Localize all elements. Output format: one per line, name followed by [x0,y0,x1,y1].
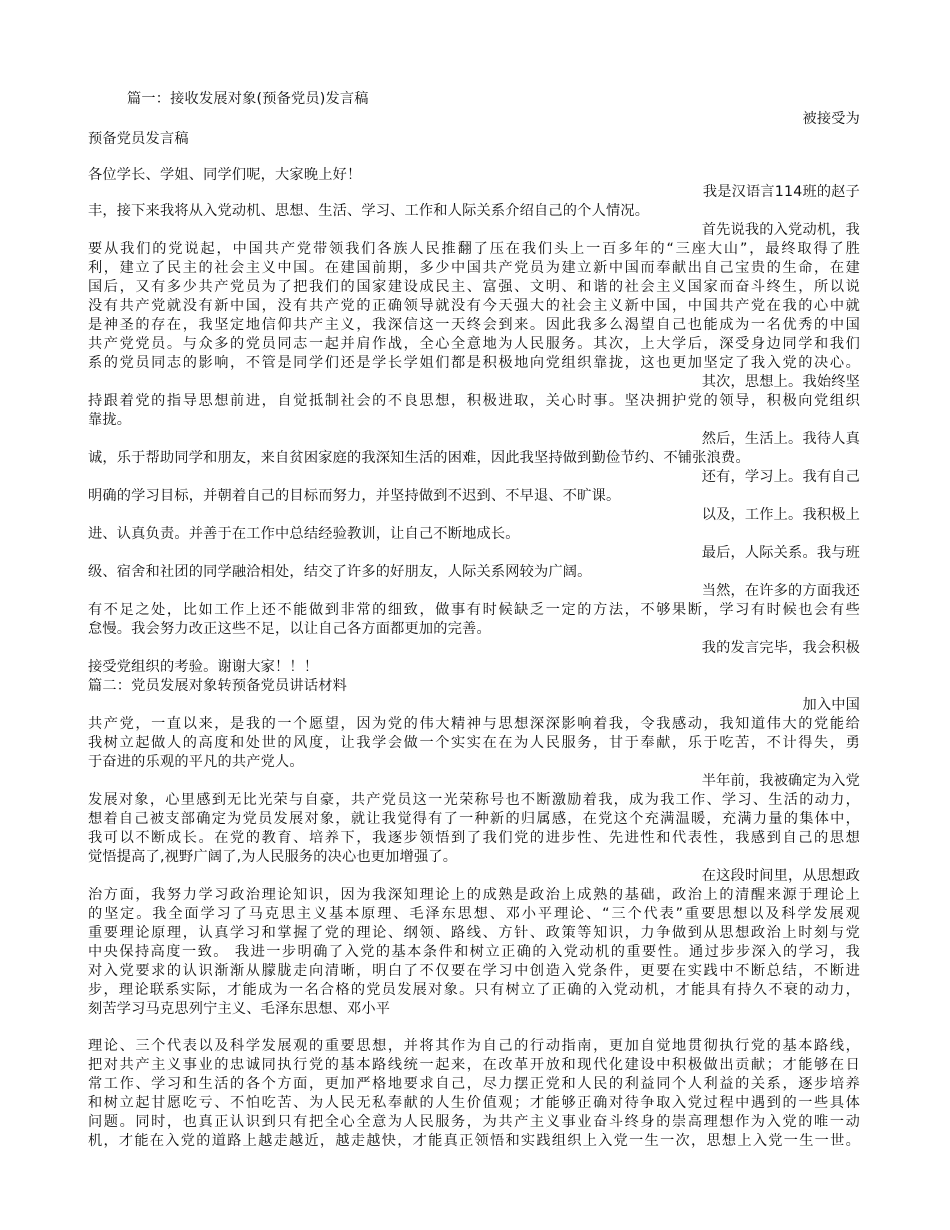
text-line: 靠拢。 [88,412,132,428]
text-line: 我可以不断成长。在党的教育、培养下，我逐步领悟到了我们党的进步性、先进性和代表性，我感到自己的思想 [88,830,860,846]
text-line: 当然，在许多的方面我还 [701,583,860,599]
text-line: 理论、三个代表以及科学发展观的重要思想，并将其作为自己的行动指南，更加自觉地贯彻执行党的基本路线， [88,1038,860,1054]
text-line: 加入中国 [802,697,860,713]
text-line: 于奋进的乐观的平凡的共产党人。 [88,754,304,770]
text-line: 国后，又有多少共产党员为了把我们的国家建设成民主、富强、文明、和谐的社会主义国家而奋斗终生，所以说 [88,279,860,295]
text-line: 问题。同时，也真正认识到只有把全心全意为人民服务，为共产主义事业奋斗终身的崇高理想作为入党的唯一动 [88,1114,860,1130]
text-line: 觉悟提高了,视野广阔了,为人民服务的决心也更加增强了。 [88,849,458,865]
text-line: 篇二：党员发展对象转预备党员讲话材料 [88,678,347,694]
text-line: 还有，学习上。我有自己 [701,469,860,485]
text-line: 篇一：接收发展对象(预备党员)发言稿 [127,91,369,107]
text-line: 共产党党员。与众多的党员同志一起并肩作战，全心全意地为人民服务。其次，上大学后，深受身边同学和我们 [88,336,860,352]
text-line: 怠慢。我会努力改正这些不足，以让自己各方面都更加的完善。 [88,621,491,637]
text-line: 是神圣的存在，我坚定地信仰共产主义，我深信这一天终会到来。因此我多么渴望自己也能成为一名优秀的中国 [88,317,860,333]
text-line: 对入党要求的认识渐渐从朦胧走向清晰，明白了不仅要在学习中创造入党条件，更要在实践中不断总结，不断进 [88,963,860,979]
text-line: 在这段时间里，从思想政 [701,868,860,884]
text-line: 想着自己被支部确定为党员发展对象，就让我觉得有了一种新的归属感，在党这个充满温暖，充满力量的集体中， [88,811,860,827]
text-line: 机，才能在入党的道路上越走越近，越走越快，才能真正领悟和实践组织上入党一生一次，思想上入党一生一世。 [88,1133,860,1149]
text-line: 重要理论原理，认真学习和掌握了党的理论、纲领、路线、方针、政策等知识，力争做到从思想政治上时刻与党 [88,925,860,941]
text-line: 预备党员发言稿 [88,131,189,147]
text-line: 治方面，我努力学习政治理论知识，因为我深知理论上的成熟是政治上成熟的基础，政治上的清醒来源于理论上 [88,887,860,903]
text-line: 被接受为 [802,111,860,127]
text-line: 共产党，一直以来，是我的一个愿望，因为党的伟大精神与思想深深影响着我，令我感动，我知道伟大的党能给 [88,716,860,732]
text-line: 没有共产党就没有新中国，没有共产党的正确领导就没有今天强大的社会主义新中国，中国共产党在我的心中就 [88,298,860,314]
text-line: 诚，乐于帮助同学和朋友，来自贫困家庭的我深知生活的困难，因此我坚持做到勤俭节约、不铺张浪费。 [88,450,750,466]
text-line: 我的发言完毕，我会积极 [701,640,860,656]
text-line: 发展对象，心里感到无比光荣与自豪，共产党员这一光荣称号也不断激励着我，成为我工作、学习、生活的动力， [88,792,860,808]
text-line: 级、宿舍和社团的同学融洽相处，结交了许多的好朋友，人际关系网较为广阔。 [88,564,592,580]
text-line: 半年前，我被确定为入党 [701,773,860,789]
text-line: 首先说我的入党动机，我 [701,222,860,238]
text-line: 系的党员同志的影响，不管是同学们还是学长学姐们都是积极地向党组织靠拢，这也更加坚定了我入党的决心。 [88,355,860,371]
text-line: 持跟着党的指导思想前进，自觉抵制社会的不良思想，积极进取，关心时事。坚决拥护党的领导，积极向党组织 [88,393,860,409]
text-line: 各位学长、学姐、同学们呢，大家晚上好！ [88,167,362,183]
text-line: 进、认真负责。并善于在工作中总结经验教训，让自己不断地成长。 [88,526,520,542]
text-line: 中央保持高度一致。 我进一步明确了入党的基本条件和树立正确的入党动机的重要性。通过步步深入的学习，我 [88,944,860,960]
text-line: 我是汉语言114班的赵子 [702,184,860,200]
text-line: 要从我们的党说起，中国共产党带领我们各族人民推翻了压在我们头上一百多年的“三座大山”，最终取得了胜 [88,241,860,257]
text-line: 接受党组织的考验。谢谢大家！！！ [88,659,319,675]
text-line: 有不足之处，比如工作上还不能做到非常的细致，做事有时候缺乏一定的方法，不够果断，学习有时候也会有些 [88,602,860,618]
text-line: 和树立起甘愿吃亏、不怕吃苦、为人民无私奉献的人生价值观；才能够正确对待争取入党过程中遇到的一些具体 [88,1095,860,1111]
text-line: 然后，生活上。我待人真 [701,431,860,447]
text-line: 利，建立了民主的社会主义中国。在建国前期，多少中国共产党员为建立新中国而奉献出自己宝贵的生命，在建 [88,260,860,276]
text-line: 丰，接下来我将从入党动机、思想、生活、学习、工作和人际关系介绍自己的个人情况。 [88,203,650,219]
text-line: 把对共产主义事业的忠诚同执行党的基本路线统一起来，在改革开放和现代化建设中积极做出贡献；才能够在日 [88,1057,860,1073]
text-line: 步，理论联系实际，才能成为一名合格的党员发展对象。只有树立了正确的入党动机，才能具有持久不衰的动力， [88,982,860,998]
text-line: 常工作、学习和生活的各个方面，更加严格地要求自己，尽力摆正党和人民的利益同个人利益的关系，逐步培养 [88,1076,860,1092]
text-line: 明确的学习目标，并朝着自己的目标而努力，并坚持做到不迟到、不早退、不旷课。 [88,488,621,504]
text-line: 的坚定。我全面学习了马克思主义基本原理、毛泽东思想、邓小平理论、“三个代表”重要思想以及科学发展观 [88,906,860,922]
text-line: 刻苦学习马克思列宁主义、毛泽东思想、邓小平 [88,1001,391,1017]
text-line: 其次，思想上。我始终坚 [701,374,860,390]
text-line: 最后，人际关系。我与班 [701,545,860,561]
text-line: 以及，工作上。我积极上 [701,507,860,523]
text-line: 我树立起做人的高度和处世的风度，让我学会做一个实实在在为人民服务，甘于奉献，乐于吃苦，不计得失，勇 [88,735,860,751]
